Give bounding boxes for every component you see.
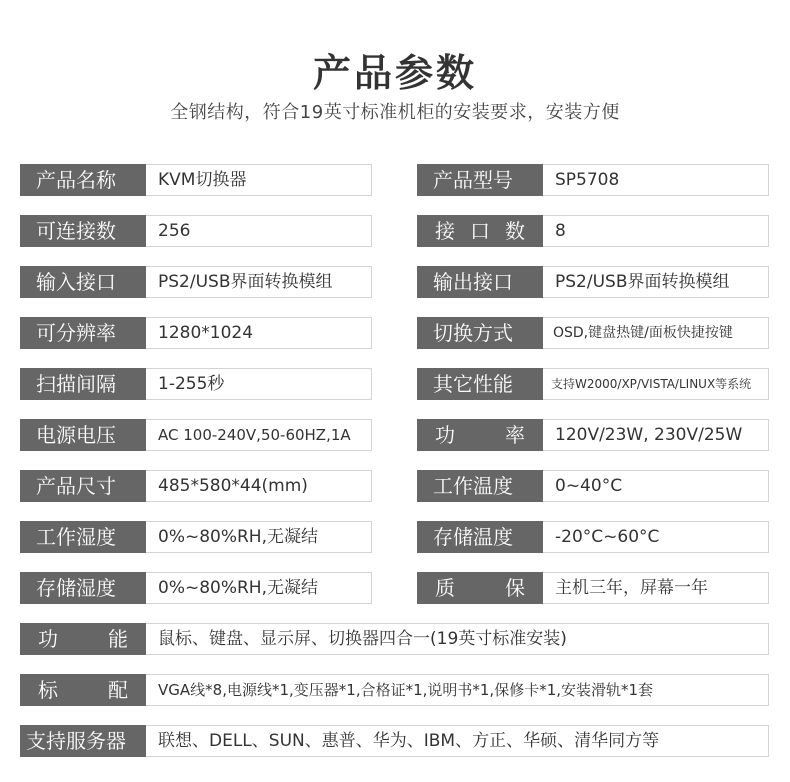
spec-label: 可连接数 — [20, 215, 146, 247]
spec-value: AC 100-240V,50-60HZ,1A — [146, 419, 372, 451]
spec-row-warranty — [417, 572, 769, 604]
spec-value: 0~40°C — [543, 470, 769, 502]
spec-value: 485*580*44(mm) — [146, 470, 372, 502]
spec-row-scan-interval — [20, 368, 372, 400]
spec-row-power — [417, 419, 769, 451]
spec-label: 其它性能 — [417, 368, 543, 400]
spec-label: 接 口 数 — [417, 215, 543, 247]
spec-row-output-interface — [417, 266, 769, 298]
spec-label: 支持服务器 — [20, 725, 146, 757]
spec-label: 输出接口 — [417, 266, 543, 298]
spec-label: 电源电压 — [20, 419, 146, 451]
spec-row-standard-accessories — [20, 674, 769, 706]
spec-label: 切换方式 — [417, 317, 543, 349]
spec-label: 工作湿度 — [20, 521, 146, 553]
spec-value: 120V/23W, 230V/25W — [543, 419, 769, 451]
spec-value: 0%~80%RH,无凝结 — [146, 521, 372, 553]
spec-value: PS2/USB界面转换模组 — [146, 266, 372, 298]
spec-value: 8 — [543, 215, 769, 247]
page-title: 产品参数 — [312, 51, 477, 95]
spec-value: VGA线*8,电源线*1,变压器*1,合格证*1,说明书*1,保修卡*1,安装滑轨*1套 — [146, 674, 769, 706]
spec-value: 256 — [146, 215, 372, 247]
spec-label: 存储湿度 — [20, 572, 146, 604]
spec-value: KVM切换器 — [146, 164, 372, 196]
spec-row-other-features — [417, 368, 769, 400]
spec-row-storage-humidity — [20, 572, 372, 604]
spec-row-connections — [20, 215, 372, 247]
spec-label: 产品型号 — [417, 164, 543, 196]
spec-value: 0%~80%RH,无凝结 — [146, 572, 372, 604]
spec-row-dimensions — [20, 470, 372, 502]
spec-row-port-count — [417, 215, 769, 247]
spec-label: 标 配 — [20, 674, 146, 706]
spec-row-resolution — [20, 317, 372, 349]
spec-value: -20°C~60°C — [543, 521, 769, 553]
page-subtitle: 全钢结构，符合19英寸标准机柜的安装要求，安装方便 — [170, 102, 620, 123]
spec-row-supported-servers — [20, 725, 769, 757]
spec-row-product-model — [417, 164, 769, 196]
spec-label: 可分辨率 — [20, 317, 146, 349]
spec-row-switch-method — [417, 317, 769, 349]
spec-row-operating-humidity — [20, 521, 372, 553]
spec-label: 功 率 — [417, 419, 543, 451]
spec-row-function — [20, 623, 769, 655]
spec-label: 扫描间隔 — [20, 368, 146, 400]
spec-value: PS2/USB界面转换模组 — [543, 266, 769, 298]
spec-value: SP5708 — [543, 164, 769, 196]
spec-label: 产品名称 — [20, 164, 146, 196]
spec-value: 1-255秒 — [146, 368, 372, 400]
spec-value: 联想、DELL、SUN、惠普、华为、IBM、方正、华硕、清华同方等 — [146, 725, 769, 757]
spec-label: 输入接口 — [20, 266, 146, 298]
spec-row-input-interface — [20, 266, 372, 298]
spec-value: 主机三年，屏幕一年 — [543, 572, 769, 604]
spec-row-power-voltage — [20, 419, 372, 451]
spec-label: 质 保 — [417, 572, 543, 604]
spec-label: 功 能 — [20, 623, 146, 655]
spec-label: 产品尺寸 — [20, 470, 146, 502]
spec-row-product-name — [20, 164, 372, 196]
spec-value: 鼠标、键盘、显示屏、切换器四合一(19英寸标准安装) — [146, 623, 769, 655]
spec-row-operating-temp — [417, 470, 769, 502]
spec-label: 存储温度 — [417, 521, 543, 553]
spec-value: 支持W2000/XP/VISTA/LINUX等系统 — [543, 368, 769, 400]
spec-row-storage-temp — [417, 521, 769, 553]
spec-label: 工作温度 — [417, 470, 543, 502]
spec-value: OSD,键盘热键/面板快捷按键 — [543, 317, 769, 349]
spec-value: 1280*1024 — [146, 317, 372, 349]
